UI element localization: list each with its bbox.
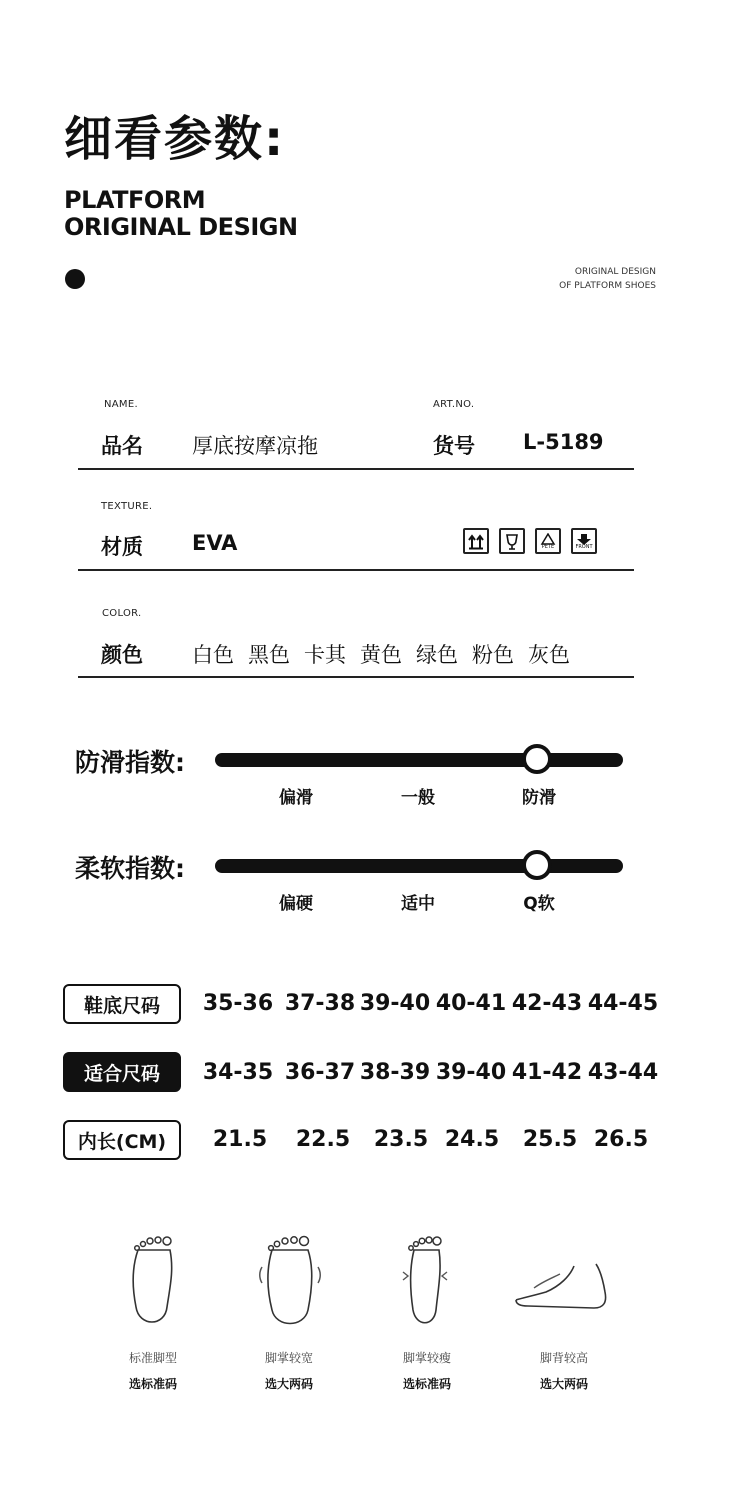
narrow-foot-icon <box>397 1232 453 1336</box>
color-option: 灰色 <box>528 643 570 667</box>
color-option: 粉色 <box>472 643 514 667</box>
slip-tick-2: 一般 <box>401 788 435 808</box>
this-way-up-icon <box>463 528 489 554</box>
sole-size-value: 39-40 <box>359 991 431 1016</box>
slip-resistance-track <box>215 753 623 767</box>
texture-key: 材质 <box>101 535 143 559</box>
name-key: 品名 <box>101 434 143 458</box>
front-icon <box>571 528 597 554</box>
inner-length-value: 24.5 <box>444 1127 500 1152</box>
name-label: NAME. <box>104 399 138 410</box>
sole-size-value: 42-43 <box>511 991 583 1016</box>
standard-foot-icon <box>122 1232 182 1336</box>
foot-caption: 脚掌较瘦 <box>402 1351 451 1365</box>
color-key: 颜色 <box>101 643 143 667</box>
soft-tick-2: 适中 <box>401 894 435 914</box>
slip-tick-1: 偏滑 <box>279 788 313 808</box>
inner-length-tag: 内长(CM) <box>63 1120 181 1160</box>
artno-value: L-5189 <box>523 430 604 454</box>
sole-size-value: 35-36 <box>202 991 274 1016</box>
fit-size-value: 43-44 <box>587 1060 659 1085</box>
front-text: FRONT <box>575 543 593 550</box>
artno-key: 货号 <box>433 434 475 458</box>
foot-advice: 选标准码 <box>128 1377 177 1391</box>
recycle-pete-icon <box>535 528 561 554</box>
color-option: 卡其 <box>304 643 346 667</box>
sole-size-value: 37-38 <box>284 991 356 1016</box>
softness-knob <box>522 850 552 880</box>
fit-size-value: 34-35 <box>202 1060 274 1085</box>
bullet-dot <box>65 269 85 289</box>
foot-advice: 选大两码 <box>264 1377 313 1391</box>
tagline-line-1: ORIGINAL DESIGN <box>574 267 656 277</box>
artno-label: ART.NO. <box>433 399 475 410</box>
divider <box>78 468 634 470</box>
slip-resistance-knob <box>522 744 552 774</box>
foot-advice: 选标准码 <box>402 1377 451 1391</box>
fit-size-value: 36-37 <box>284 1060 356 1085</box>
sole-size-value: 40-41 <box>435 991 507 1016</box>
pete-text: PETE <box>541 543 555 550</box>
slip-resistance-label: 防滑指数: <box>75 748 185 777</box>
divider <box>78 676 634 678</box>
inner-length-value: 23.5 <box>373 1127 429 1152</box>
color-option: 白色 <box>192 643 234 667</box>
soft-tick-3: Q软 <box>523 894 555 914</box>
tagline <box>559 265 656 293</box>
fit-size-value: 41-42 <box>511 1060 583 1085</box>
foot-caption: 脚掌较宽 <box>264 1351 313 1365</box>
color-label: COLOR. <box>102 608 142 619</box>
page-title: 细看参数: <box>64 111 286 167</box>
fit-size-value: 38-39 <box>359 1060 431 1085</box>
divider <box>78 569 634 571</box>
color-option: 绿色 <box>416 643 458 667</box>
tagline-line-2: OF PLATFORM SHOES <box>559 281 656 291</box>
inner-length-value: 21.5 <box>212 1127 268 1152</box>
foot-caption: 脚背较高 <box>539 1351 588 1365</box>
softness-track <box>215 859 623 873</box>
softness-label: 柔软指数: <box>75 854 185 883</box>
texture-label: TEXTURE. <box>101 501 153 512</box>
fit-size-tag: 适合尺码 <box>63 1052 181 1092</box>
inner-length-value: 22.5 <box>295 1127 351 1152</box>
sole-size-value: 44-45 <box>587 991 659 1016</box>
soft-tick-1: 偏硬 <box>279 894 313 914</box>
texture-value: EVA <box>192 531 238 555</box>
fragile-icon <box>499 528 525 554</box>
name-value: 厚底按摩凉拖 <box>192 434 318 458</box>
inner-length-value: 25.5 <box>522 1127 578 1152</box>
slip-tick-3: 防滑 <box>522 788 556 808</box>
color-list <box>192 639 584 669</box>
wide-foot-icon <box>258 1232 322 1336</box>
color-option: 黑色 <box>248 643 290 667</box>
sole-size-tag: 鞋底尺码 <box>63 984 181 1024</box>
foot-advice: 选大两码 <box>539 1377 588 1391</box>
inner-length-value: 26.5 <box>593 1127 649 1152</box>
fit-size-value: 39-40 <box>435 1060 507 1085</box>
foot-caption: 标准脚型 <box>128 1351 177 1365</box>
high-instep-foot-icon <box>512 1258 612 1322</box>
brand-line-1: PLATFORM <box>64 186 206 214</box>
brand-line-2: ORIGINAL DESIGN <box>64 213 298 241</box>
color-option: 黄色 <box>360 643 402 667</box>
